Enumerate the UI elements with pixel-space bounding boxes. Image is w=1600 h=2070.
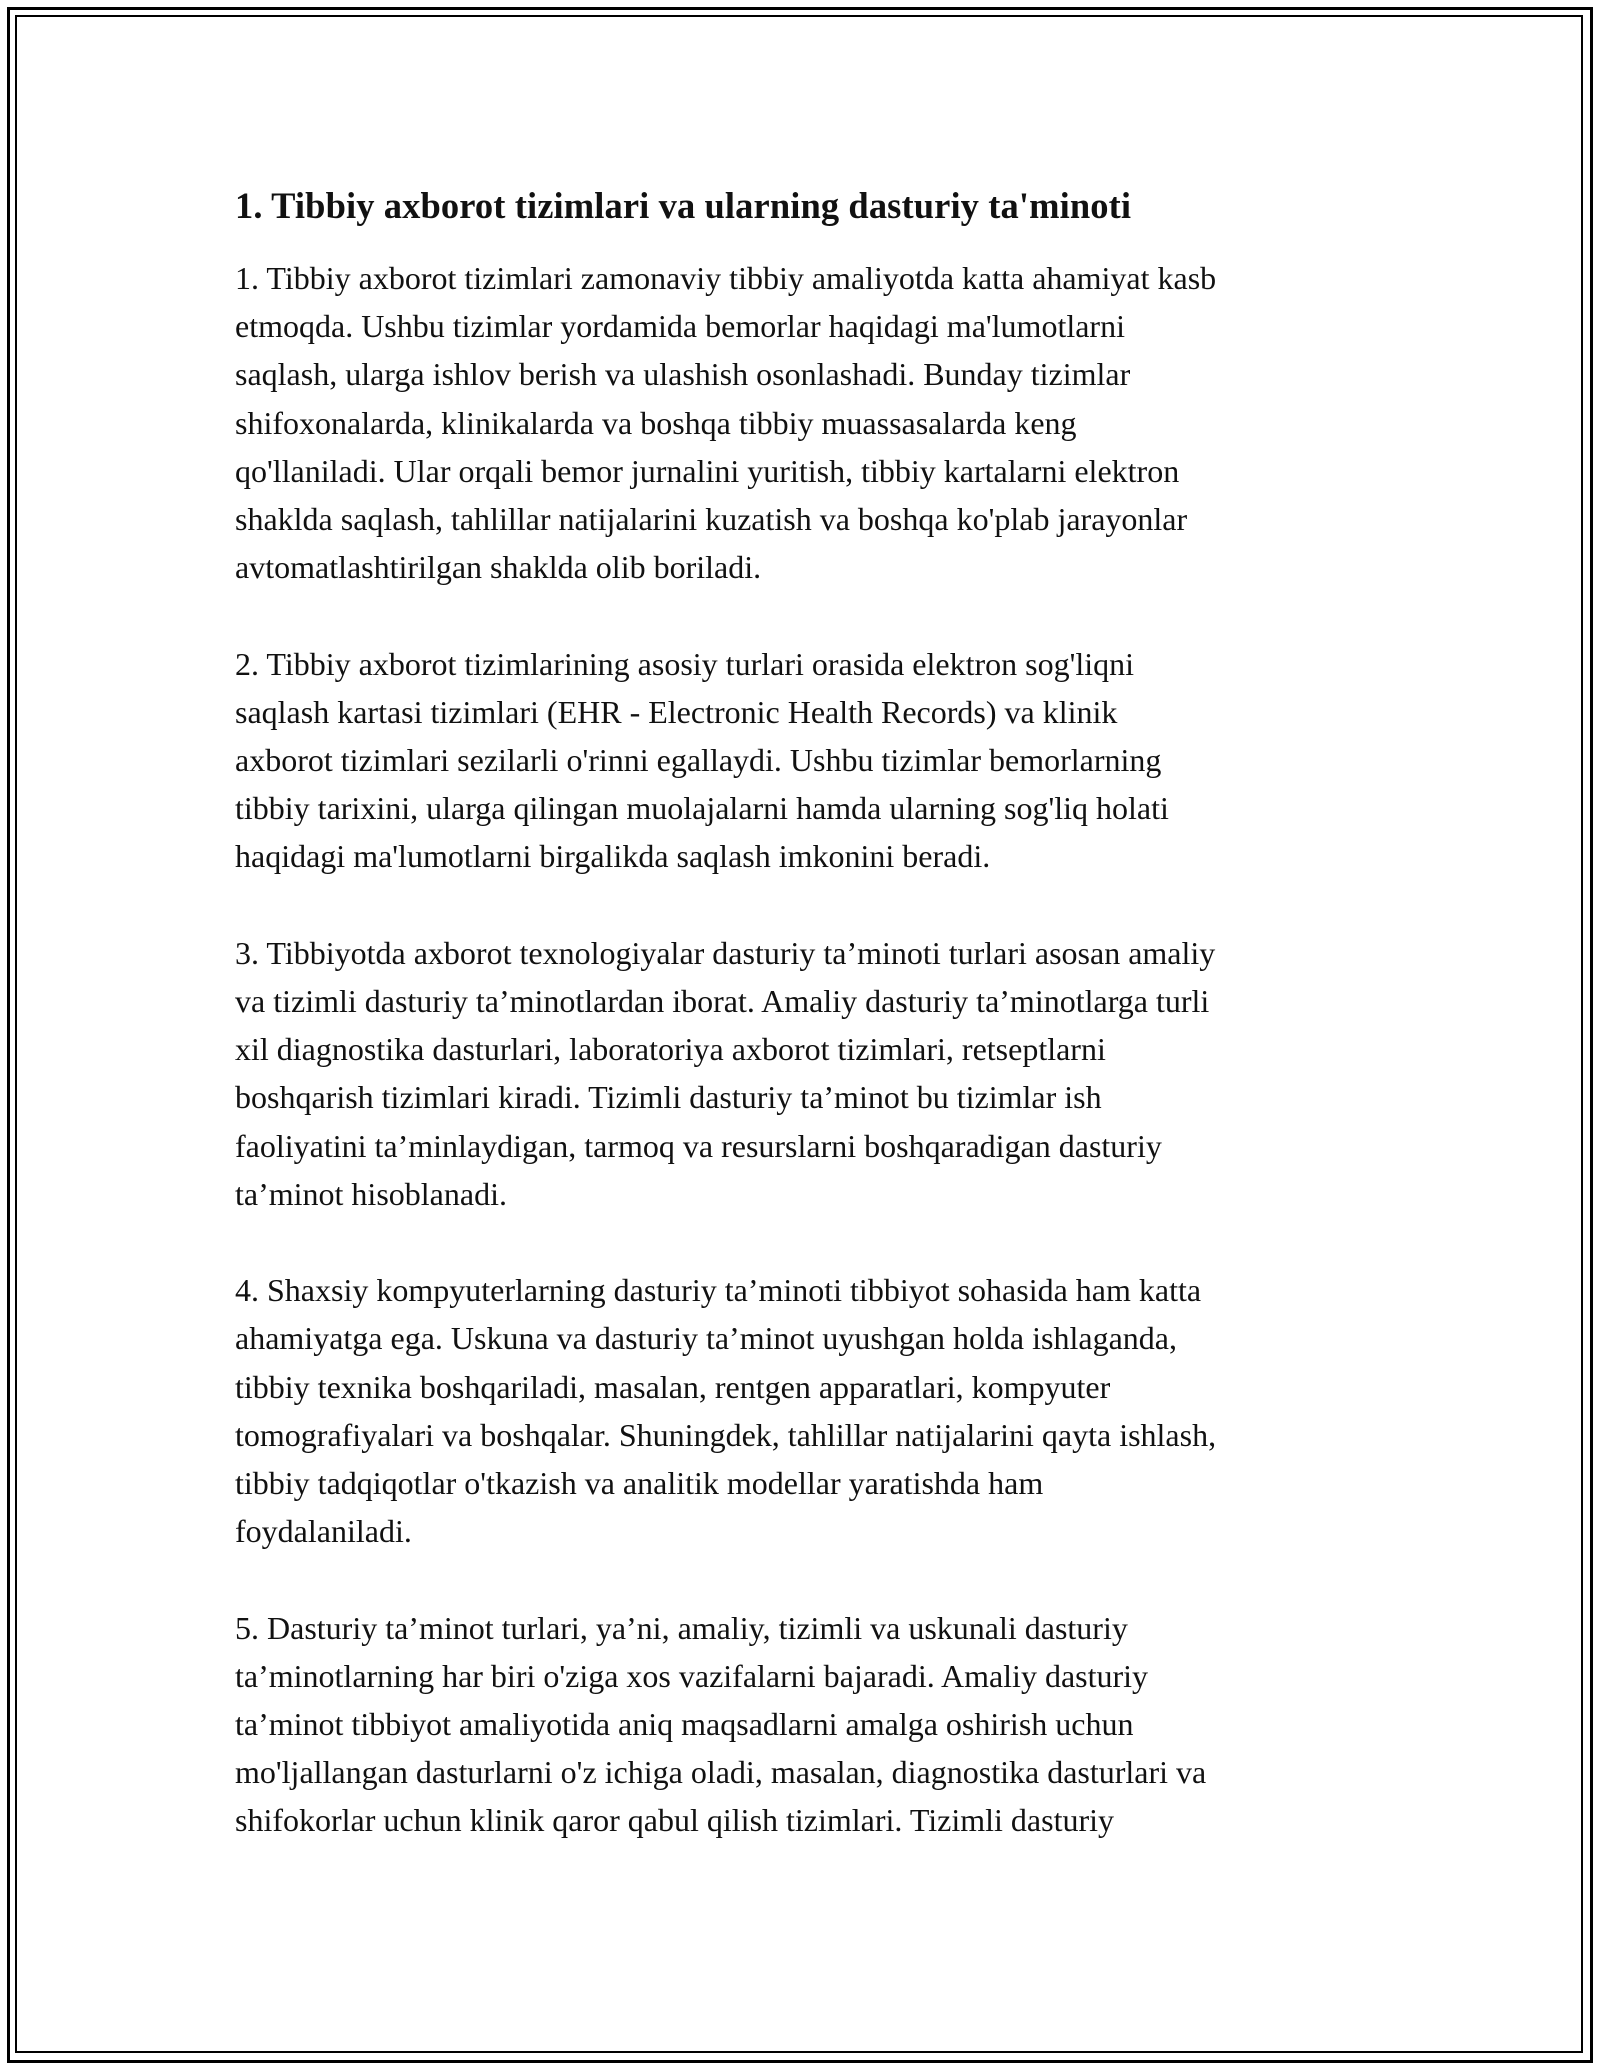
document-title: 1. Tibbiy axborot tizimlari va ularning dasturiy ta'minoti [235, 185, 1132, 226]
paragraph-2 [235, 640, 1370, 881]
paragraph-line: va tizimli dasturiy ta’minotlardan iborat. Amaliy dasturiy ta’minotlarga turli [235, 983, 1210, 1020]
paragraph-5 [235, 1604, 1370, 1845]
paragraph-line: 5. Dasturiy ta’minot turlari, ya’ni, amaliy, tizimli va uskunali dasturiy [235, 1609, 1128, 1646]
paragraph-line: axborot tizimlari sezilarli o'rinni egallaydi. Ushbu tizimlar bemorlarning [235, 742, 1162, 779]
paragraph-line: 1. Tibbiy axborot tizimlari zamonaviy tibbiy amaliyotda katta ahamiyat kasb [235, 260, 1217, 296]
paragraph-line: faoliyatini ta’minlaydigan, tarmoq va resurslarni boshqaradigan dasturiy [235, 1127, 1162, 1164]
document-body [235, 182, 1370, 1893]
paragraph-line: boshqarish tizimlari kiradi. Tizimli dasturiy ta’minot bu tizimlar ish [235, 1079, 1102, 1116]
paragraph-line: ta’minot hisoblanadi. [235, 1175, 507, 1212]
paragraph-line: 2. Tibbiy axborot tizimlarining asosiy turlari orasida elektron sog'liqni [235, 645, 1134, 682]
paragraph-line: saqlash kartasi tizimlari (EHR - Electronic Health Records) va klinik [235, 693, 1118, 730]
paragraph-line: ta’minotlarning har biri o'ziga xos vazifalarni bajaradi. Amaliy dasturiy [235, 1657, 1149, 1694]
paragraph-line: tibbiy tarixini, ularga qilingan muolajalarni hamda ularning sog'liq holati [235, 790, 1169, 827]
paragraph-line: tibbiy tadqiqotlar o'tkazish va analitik modellar yaratishda ham [235, 1465, 1044, 1502]
paragraph-line: haqidagi ma'lumotlarni birgalikda saqlash imkonini beradi. [235, 838, 991, 875]
paragraph-line: 4. Shaxsiy kompyuterlarning dasturiy ta’minoti tibbiyot sohasida ham katta [235, 1272, 1202, 1309]
paragraph-4 [235, 1266, 1370, 1555]
paragraph-line: avtomatlashtirilgan shaklda olib boriladi. [235, 549, 762, 586]
paragraph-line: shifokorlar uchun klinik qaror qabul qilish tizimlari. Tizimli dasturiy [235, 1802, 1115, 1839]
paragraph-line: xil diagnostika dasturlari, laboratoriya axborot tizimlari, retseptlarni [235, 1031, 1106, 1068]
paragraph-line: 3. Tibbiyotda axborot texnologiyalar dasturiy ta’minoti turlari asosan amaliy [235, 934, 1216, 971]
paragraph-3 [235, 929, 1370, 1218]
paragraph-line: saqlash, ularga ishlov berish va ulashish osonlashadi. Bunday tizimlar [235, 356, 1131, 393]
paragraph-line: qo'llaniladi. Ular orqali bemor jurnalini yuritish, tibbiy kartalarni elektron [235, 452, 1180, 489]
paragraph-line: ta’minot tibbiyot amaliyotida aniq maqsadlarni amalga oshirish uchun [235, 1706, 1134, 1743]
paragraph-line: foydalaniladi. [235, 1513, 412, 1550]
paragraph-line: shifoxonalarda, klinikalarda va boshqa tibbiy muassasalarda keng [235, 404, 1077, 441]
paragraph-line: etmoqda. Ushbu tizimlar yordamida bemorlar haqidagi ma'lumotlarni [235, 308, 1125, 345]
paragraph-line: ahamiyatga ega. Uskuna va dasturiy ta’minot uyushgan holda ishlaganda, [235, 1320, 1177, 1357]
paragraph-line: tomografiyalari va boshqalar. Shuningdek, tahlillar natijalarini qayta ishlash, [235, 1416, 1217, 1453]
paragraph-line: shaklda saqlash, tahlillar natijalarini kuzatish va boshqa ko'plab jarayonlar [235, 501, 1188, 538]
paragraph-line: mo'ljallangan dasturlarni o'z ichiga oladi, masalan, diagnostika dasturlari va [235, 1754, 1207, 1791]
paragraph-1 [235, 254, 1370, 591]
paragraph-line: tibbiy texnika boshqariladi, masalan, rentgen apparatlari, kompyuter [235, 1368, 1111, 1405]
